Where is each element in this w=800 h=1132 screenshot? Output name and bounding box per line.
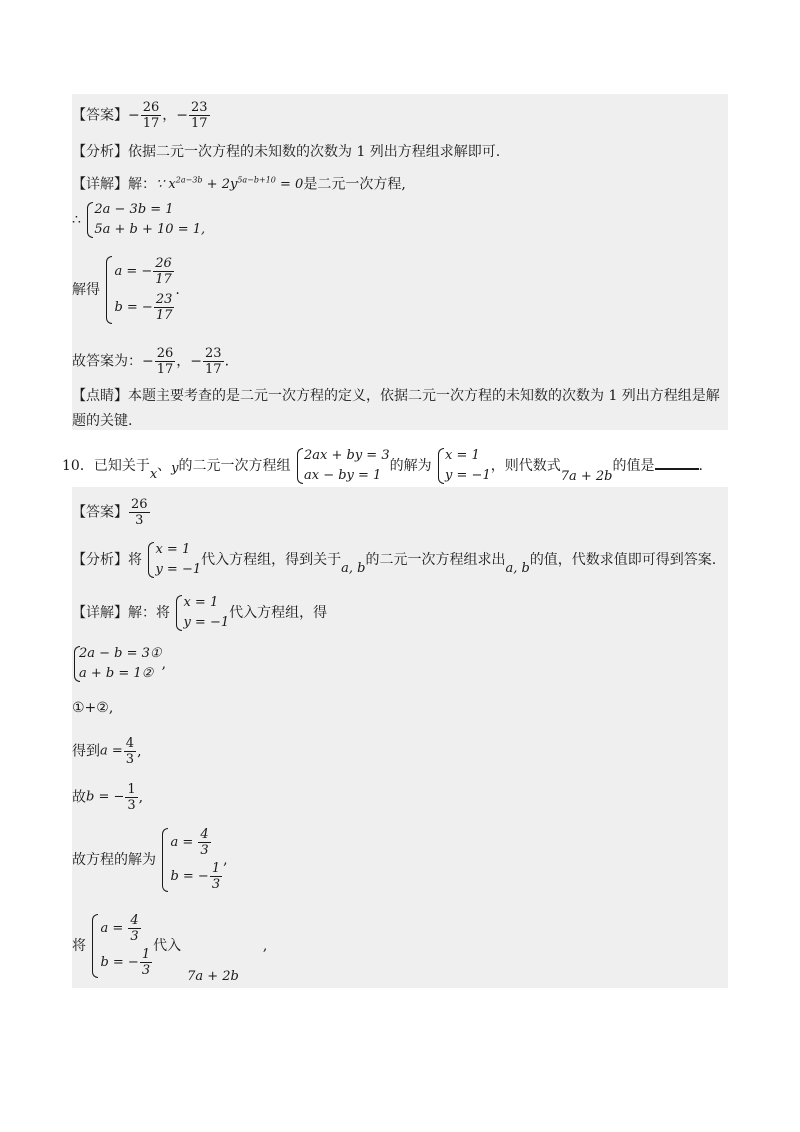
q10-answer-line — [72, 497, 151, 528]
answer-fraction: $\frac{26}{3}$ — [131, 497, 148, 528]
q10-analysis-line: 【分析】将 x = 1 y = −1 代入方程组，得到关于a, b的二元一次方程组求出a, b的值，代数求值即可得到答案. — [72, 540, 716, 580]
q10-solution-line: 故方程的解为 a = $\frac{4}{3}$ b = − $\frac{1}{3}$ , — [72, 827, 228, 892]
q9-detail-line — [72, 171, 406, 195]
equation-system-1 — [85, 200, 205, 240]
q10-detail-line: 【详解】解：将 x = 1 y = −1 代入方程组，得 — [72, 593, 327, 633]
answer-fraction-2: $\frac{23}{17}$ — [191, 100, 208, 131]
q10-solution-system: x = 1 y = −1 — [436, 446, 491, 486]
sol-a: a = − $\frac{26}{17}$ — [114, 256, 172, 287]
detail-label: 【详解】 — [72, 605, 128, 621]
q9-solve-line: 解得 a = − $\frac{26}{17}$ b = − $\frac{23}{17}$ . — [72, 254, 180, 326]
q9-final-line: 故答案为：− $\frac{26}{17}$ ，− $\frac{23}{17}$ . — [72, 346, 230, 377]
sys1-eq1: 2a − 3b = 1 — [94, 202, 174, 217]
final-label: 故答案为： — [72, 353, 142, 370]
analysis-text: 依据二元一次方程的未知数的次数为 1 列出方程组求解即可. — [128, 144, 501, 160]
solve-label: 解得 — [72, 282, 100, 298]
answer-label: 【答案】 — [72, 504, 128, 521]
detail-is: 是二元一次方程, — [303, 176, 406, 193]
sys1-eq2: 5a + b + 10 = 1, — [94, 222, 206, 237]
sol-b: b = − $\frac{23}{17}$ — [114, 292, 173, 323]
detail-equation: ∵ $x^{2a-3b} + 2y^{5a-b+10} = 0$ — [156, 176, 304, 193]
q10-expression: 7a + 2b — [560, 469, 613, 484]
q10-get-a-line: 得到a = $\frac{4}{3}$ , — [72, 736, 142, 767]
q9-comment-line1 — [72, 386, 720, 406]
therefore-symbol: ∴ — [72, 212, 81, 228]
question-number: 10． — [62, 458, 94, 474]
q10-add-step: ①+②, — [72, 700, 114, 716]
answer-label: 【答案】 — [72, 107, 128, 124]
q9-answer-line: 【答案】− $\frac{26}{17}$ ，− $\frac{23}{17}$ — [72, 100, 208, 131]
detail-label: 【详解】 — [72, 176, 128, 193]
q10-system-line: 2a − b = 3① a + b = 1② , — [72, 644, 166, 684]
analysis-label: 【分析】 — [72, 144, 128, 160]
equation-system-2: 2a − b = 3① a + b = 1② — [72, 644, 162, 684]
q10-stem: 10．已知关于x、y的二元一次方程组 2ax + by = 3 ax − by = 1 的解为 x = 1 y = −1 ，则代数式7a + 2b的值是 . — [62, 448, 703, 484]
q9-comment-line2: 题的关键. — [72, 413, 133, 429]
q9-system-line — [72, 200, 205, 240]
q10-so-b-line: 故b = − $\frac{1}{3}$ , — [72, 782, 144, 813]
q9-analysis-line — [72, 142, 500, 162]
detail-intro: 解： — [128, 176, 156, 193]
analysis-label: 【分析】 — [72, 552, 128, 568]
answer-fraction-1: $\frac{26}{17}$ — [142, 100, 160, 131]
comment-text-1: 本题主要考查的是二元一次方程的定义，依据二元一次方程的未知数的次数为 1 列出方程组是解 — [128, 388, 720, 404]
answer-blank — [655, 456, 699, 470]
q10-equation-system: 2ax + by = 3 ax − by = 1 — [295, 446, 390, 486]
comment-label: 【点睛】 — [72, 388, 128, 404]
q10-substitute-line: 将 a = $\frac{4}{3}$ b = − $\frac{1}{3}$ 代入7a + 2b, — [72, 913, 268, 984]
solution-system-1 — [104, 254, 175, 326]
solution-system-2: a = $\frac{4}{3}$ b = − $\frac{1}{3}$ — [160, 826, 223, 894]
